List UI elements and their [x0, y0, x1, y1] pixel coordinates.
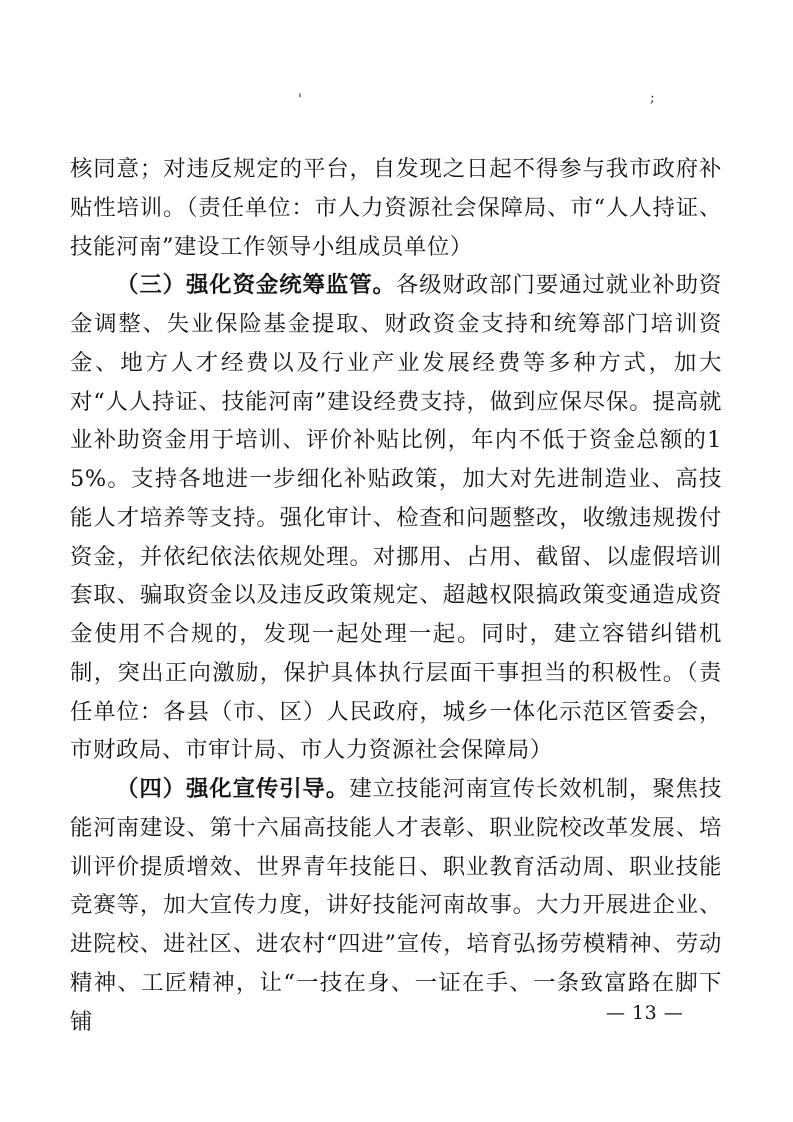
paragraph-fund-supervision [70, 266, 722, 770]
paragraph-text: 核同意；对违反规定的平台，自发现之日起不得参与我市政府补贴性培训。（责任单位：市人力资源社会保障局、市“人人持证、技能河南”建设工作领导小组成员单位） [70, 156, 722, 260]
scan-mark: ; [650, 90, 655, 106]
section-heading: （三）强化资金统筹监管。 [116, 272, 396, 299]
page-number: — 13 — [606, 1002, 684, 1024]
paragraph-continuation [70, 150, 722, 266]
paragraph-text: 建立技能河南宣传长效机制，聚焦技能河南建设、第十六届高技能人才表彰、职业院校改革发展、培训评价提质增效、世界青年技能日、职业教育活动周、职业技能竞赛等，加大宣传力度，讲好技能河南故事。大力开展进企业、进院校、进社区、进农村“四进”宣传，培育弘扬劳模精神、劳动精神、工匠精神，让“一技在身、一证在手、一条致富路在脚下铺 [70, 776, 722, 1035]
paragraph-text: 各级财政部门要通过就业补助资金调整、失业保险基金提取、财政资金支持和统筹部门培训资金、地方人才经费以及行业产业发展经费等多种方式，加大对“人人持证、技能河南”建设经费支持，做到应保尽保。提高就业补助资金用于培训、评价补贴比例，年内不低于资金总额的15%。支持各地进一步细化补贴政策，加大对先进制造业、高技能人才培养等支持。强化审计、检查和问题整改，收缴违规拨付资金，并依纪依法依规处理。对挪用、占用、截留、以虚假培训套取、骗取资金以及违反政策规定、超越权限搞政策变通造成资金使用不合规的，发现一起处理一起。同时，建立容错纠错机制，突出正向激励，保护具体执行层面干事担当的积极性。（责任单位：各县（市、区）人民政府，城乡一体化示范区管委会，市财政局、市审计局、市人力资源社会保障局） [70, 272, 722, 764]
scan-mark: ' [298, 92, 302, 108]
paragraph-publicity [70, 770, 722, 1041]
section-heading: （四）强化宣传引导。 [116, 776, 350, 802]
document-body [70, 150, 722, 1041]
